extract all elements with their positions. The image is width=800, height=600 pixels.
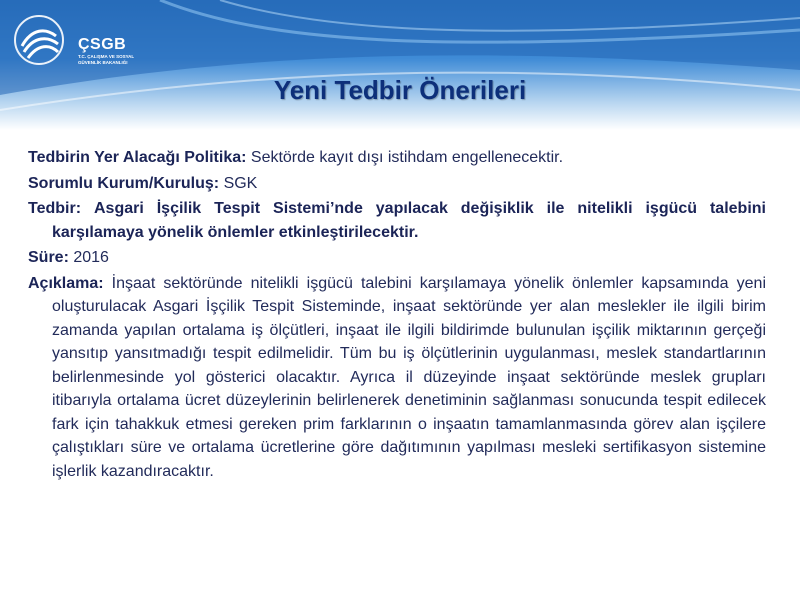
duration-label: Süre: (28, 249, 69, 266)
institution-line (28, 172, 766, 196)
logo-wordmark: ÇSGB (78, 36, 127, 53)
policy-value: Sektörde kayıt dışı istihdam engellenecektir. (250, 149, 564, 166)
measure-value: Asgari İşçilik Tespit Sistemi’nde yapılacak değişiklik ile nitelikli işgücü talebini karşılamaya yönelik önlemler etkinleştirilecektir. (52, 200, 766, 241)
logo-subtitle: T.C. ÇALIŞMA VE SOSYAL GÜVENLİK BAKANLIĞI (78, 54, 135, 65)
measure-label: Tedbir: (28, 200, 82, 217)
explanation-value: İnşaat sektöründe nitelikli işgücü talebini karşılamaya yönelik önlemler kapsamında yeni oluşturulacak Asgari İşçilik Tespit Sisteminde, inşaat sektöründe yer alan meslekler ile ilgili birim zamanda yapılan ortalama iş ölçütleri, inşaat ile ilgili bildirimde bulunulan işçilik miktarının gerçeği yansıtıp yansıtmadığı tespit edilmelidir. Tüm bu iş ölçütlerinin uygulanması, meslek standartlarının belirlenmesinde yol gösterici olacaktır. Ayrıca il düzeyinde inşaat sektöründe meslek grupları itibarıyla ortalama ücret düzeylerinin belirlenerek denetiminin sağlanması sonucunda tespit edilecek fark için tahakkuk etmesi gereken prim farklarının o inşaatın tamamlanmasında görev alan işçilere çalıştıkları süre ve ortalama ücretlerine göre dağıtımının yapılması mesleki sertifikasyon sistemine işlerlik kazandıracaktır. (52, 274, 766, 480)
duration-value: 2016 (73, 249, 109, 266)
duration-line (28, 246, 766, 270)
institution-label: Sorumlu Kurum/Kuruluş: (28, 174, 220, 192)
policy-label: Tedbirin Yer Alacağı Politika: (28, 149, 247, 166)
institution-value: SGK (223, 174, 258, 192)
slide-body (28, 146, 766, 485)
slide-title: Yeni Tedbir Önerileri (273, 75, 527, 105)
ministry-logo (8, 8, 148, 78)
explanation-line (28, 272, 766, 484)
policy-line (28, 146, 766, 170)
explanation-label: Açıklama: (28, 274, 104, 292)
measure-line (28, 197, 766, 244)
logo-emblem-icon (8, 12, 70, 68)
